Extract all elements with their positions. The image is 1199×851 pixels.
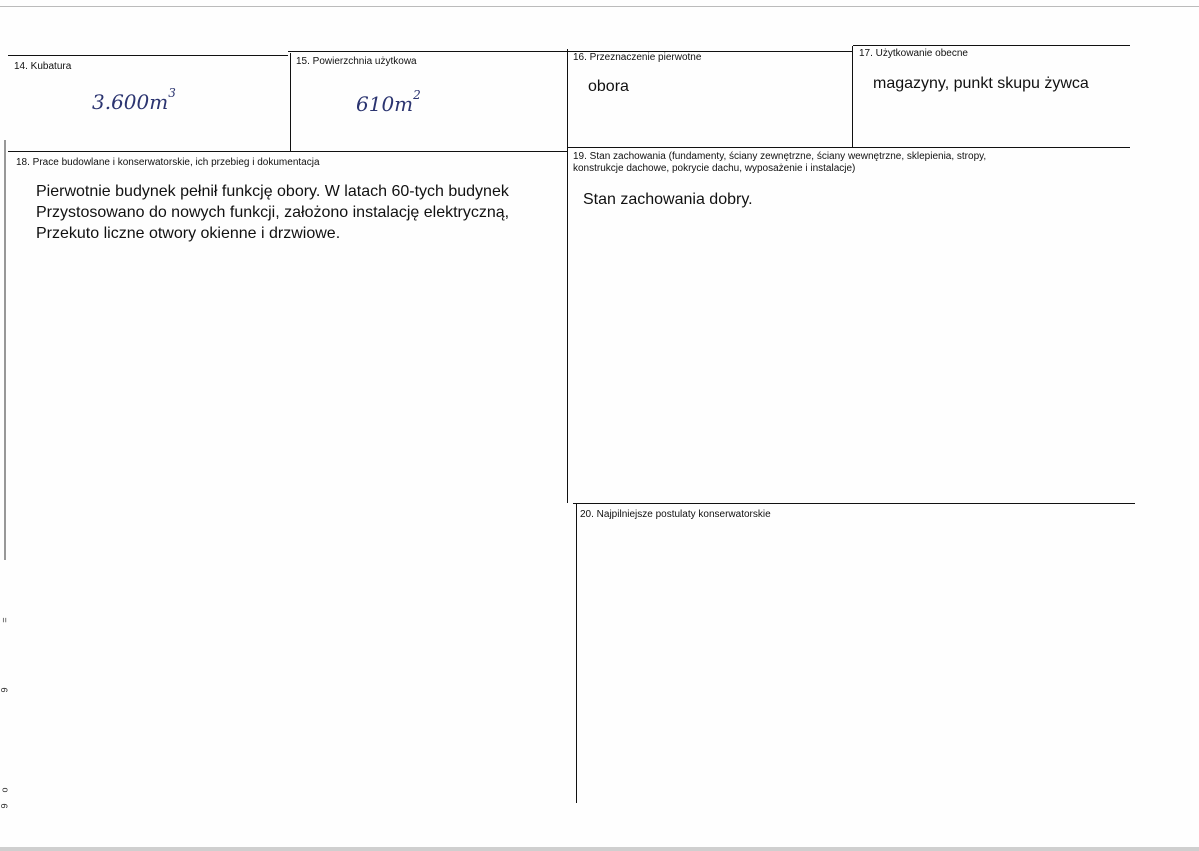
field-16-label: 16. Przeznaczenie pierwotne bbox=[573, 52, 702, 63]
row1-top-border bbox=[8, 55, 288, 56]
field-14-value bbox=[92, 86, 176, 114]
field-15-label: 15. Powierzchnia użytkowa bbox=[296, 56, 417, 67]
field-19-label-line-2: konstrukcje dachowe, pokrycie dachu, wyposażenie i instalacje) bbox=[573, 163, 856, 174]
field-18-line-1: Pierwotnie budynek pełnił funkcję obory. W latach 60-tych budynek bbox=[36, 183, 509, 200]
field-19-label-line-1: 19. Stan zachowania (fundamenty, ściany zewnętrzne, ściany wewnętrzne, sklepienia, stropy, bbox=[573, 151, 987, 162]
field-14-exponent: 3 bbox=[168, 86, 176, 101]
field-20-label: 20. Najpilniejsze postulaty konserwatorskie bbox=[580, 509, 771, 520]
margin-mark: 9 bbox=[0, 687, 10, 693]
field-14-label: 14. Kubatura bbox=[14, 61, 72, 72]
divider-18-19-lower bbox=[576, 503, 577, 803]
divider-16-17 bbox=[852, 46, 853, 147]
margin-mark: 9 bbox=[0, 803, 10, 809]
field-19-value: Stan zachowania dobry. bbox=[583, 191, 753, 208]
field-17-value: magazyny, punkt skupu żywca bbox=[873, 75, 1089, 92]
section20-top-border bbox=[573, 503, 1135, 504]
margin-mark: = bbox=[0, 617, 10, 623]
margin-marks bbox=[2, 615, 16, 815]
row2-top-border-right bbox=[568, 147, 1130, 148]
row2-top-border-left bbox=[8, 151, 568, 152]
field-17-label: 17. Użytkowanie obecne bbox=[859, 48, 968, 59]
row1-top-border-right bbox=[853, 45, 1130, 46]
field-18-line-3: Przekuto liczne otwory okienne i drzwiowe. bbox=[36, 225, 341, 242]
field-15-exponent: 2 bbox=[413, 88, 421, 103]
field-14-number: 3.600m bbox=[92, 90, 169, 114]
scan-edge-bottom bbox=[0, 847, 1199, 851]
divider-15-16 bbox=[567, 49, 568, 503]
scan-edge-left bbox=[4, 140, 6, 560]
scan-edge-top bbox=[0, 6, 1199, 7]
field-18-label: 18. Prace budowlane i konserwatorskie, ich przebieg i dokumentacja bbox=[16, 157, 320, 168]
divider-14-15 bbox=[290, 53, 291, 151]
row1-top-border-mid bbox=[288, 51, 853, 52]
field-15-number: 610m bbox=[356, 92, 414, 116]
margin-mark: o bbox=[0, 787, 10, 793]
field-18-line-2: Przystosowano do nowych funkcji, założono instalację elektryczną, bbox=[36, 204, 510, 221]
field-16-value: obora bbox=[588, 78, 629, 95]
field-15-value bbox=[356, 88, 421, 116]
